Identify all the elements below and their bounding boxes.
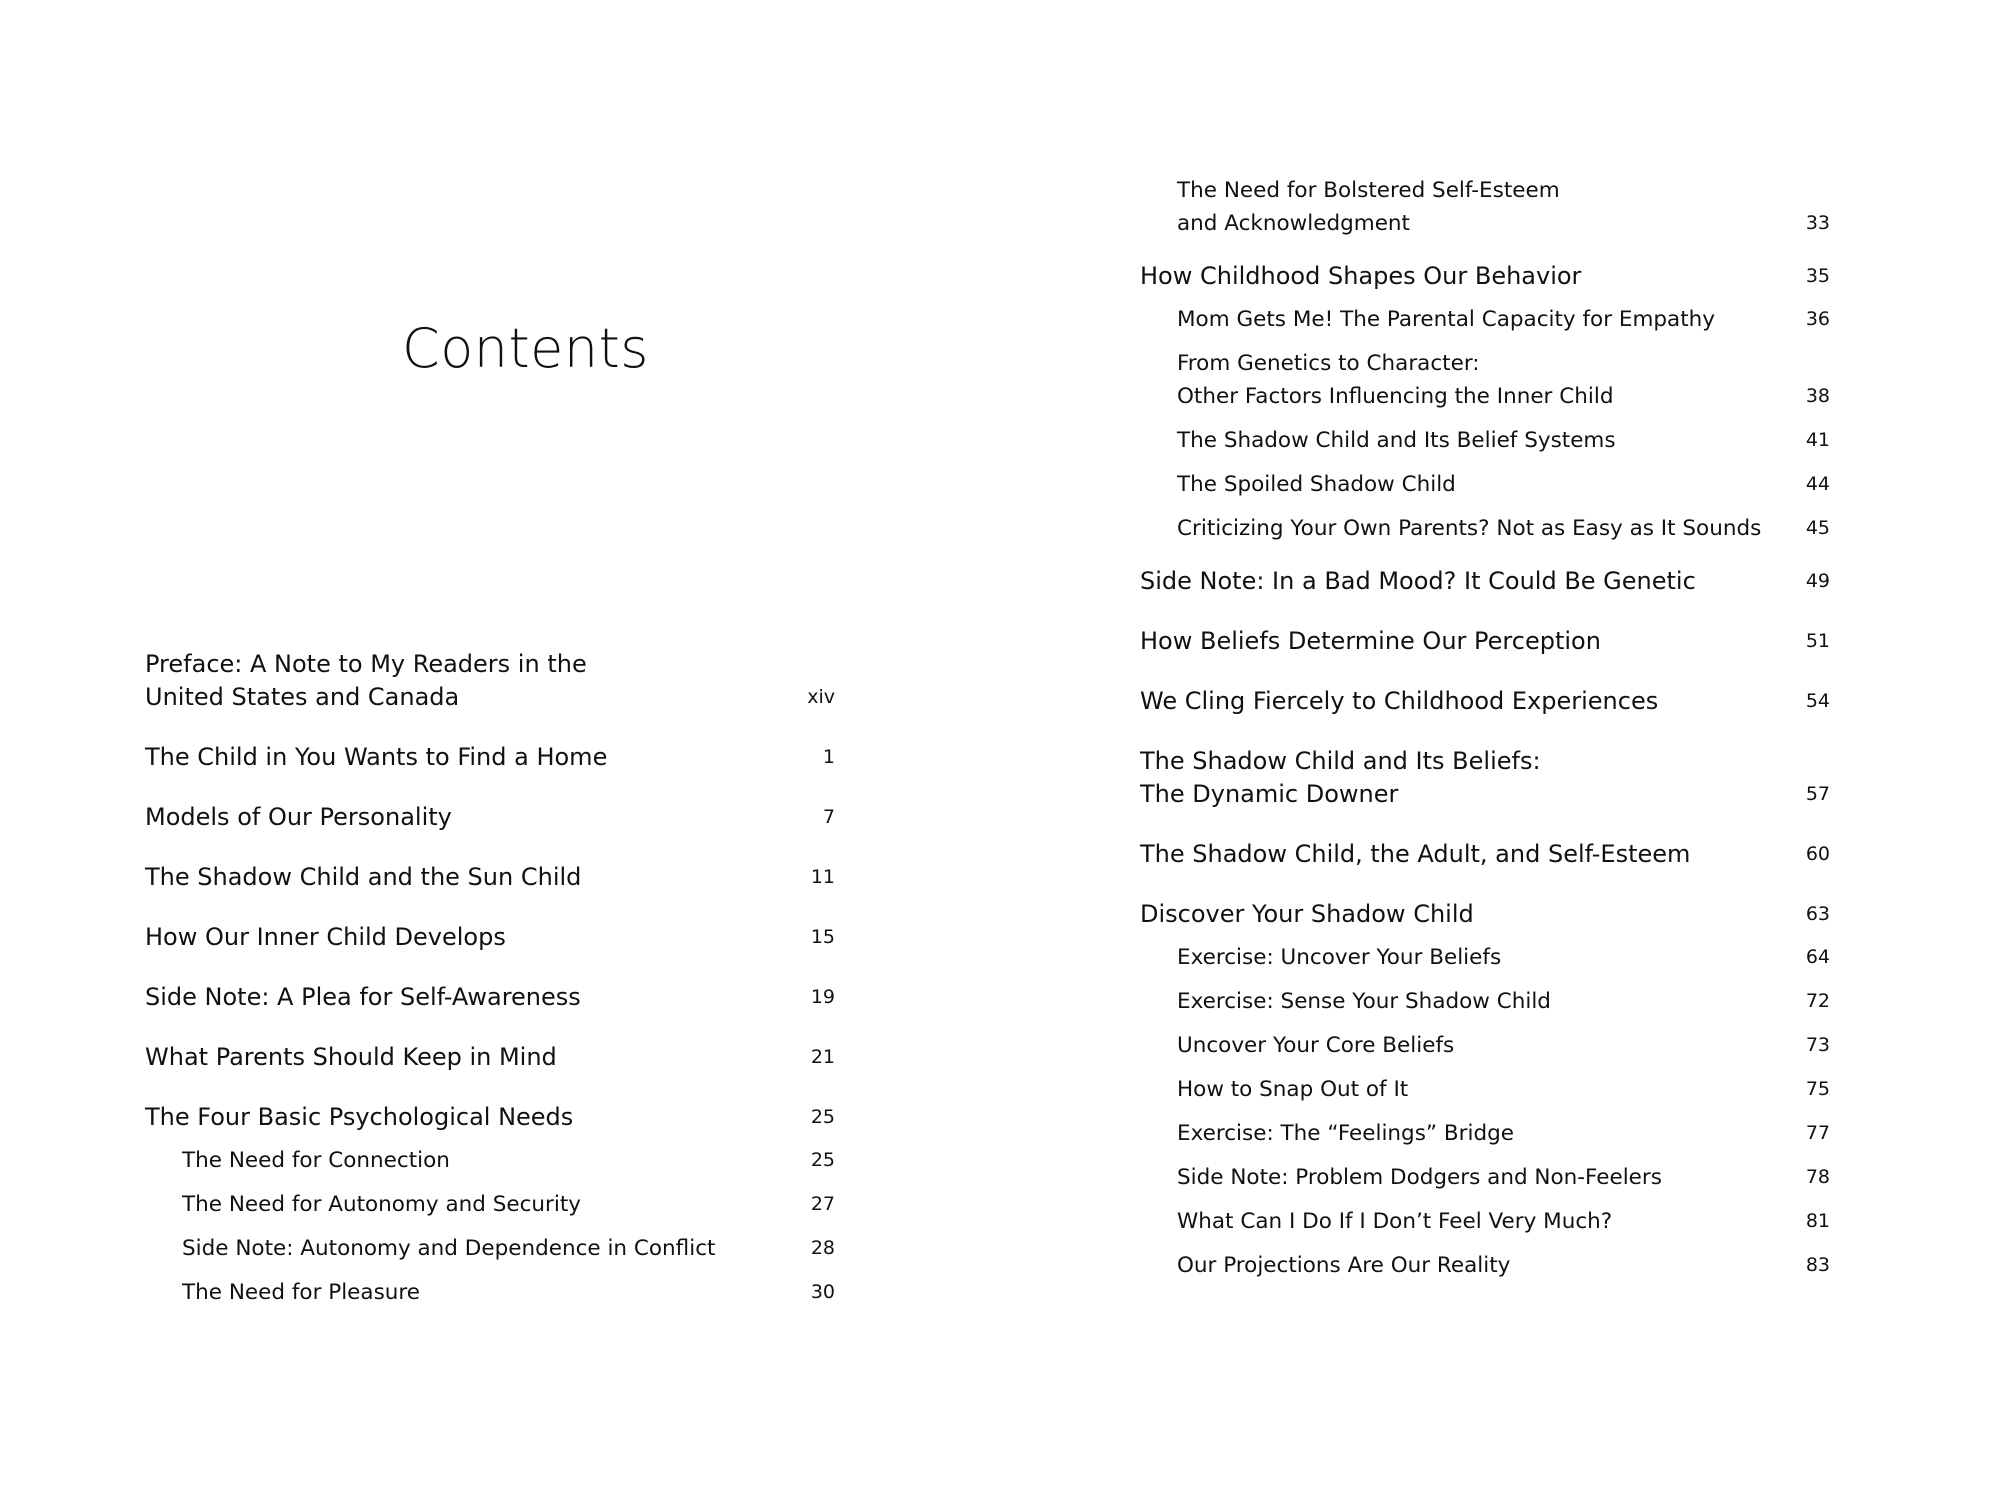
toc-entry-page-number: 28	[810, 1237, 835, 1259]
toc-entry-page-number: 73	[1805, 1034, 1830, 1056]
toc-entry	[1140, 260, 1830, 293]
toc-entry-page-number: 7	[822, 806, 835, 828]
toc-entry	[1140, 745, 1830, 811]
toc-entry	[1140, 685, 1830, 718]
toc-entry-page-number: 54	[1805, 690, 1830, 712]
toc-list-right	[1140, 174, 1830, 1282]
contents-heading: Contents	[402, 317, 649, 380]
toc-entry-page-number: 44	[1805, 473, 1830, 495]
toc-entry-title: What Parents Should Keep in Mind	[145, 1043, 557, 1071]
toc-entry-title: Preface: A Note to My Readers in the United States and Canada	[145, 650, 587, 711]
toc-entry-title: Side Note: In a Bad Mood? It Could Be Genetic	[1140, 567, 1696, 595]
toc-entry-page-number: 25	[810, 1149, 835, 1171]
toc-entry	[1140, 941, 1830, 974]
toc-entry	[145, 921, 835, 954]
toc-entry	[145, 981, 835, 1014]
toc-entry-page-number: 57	[1805, 783, 1830, 805]
toc-entry	[1140, 838, 1830, 871]
toc-entry-page-number: 30	[810, 1281, 835, 1303]
toc-entry	[1140, 1029, 1830, 1062]
toc-entry-title: How to Snap Out of It	[1177, 1077, 1409, 1102]
toc-entry-page-number: 11	[810, 866, 835, 888]
toc-entry	[145, 1276, 835, 1309]
toc-entry-title: The Shadow Child and Its Beliefs: The Dynamic Downer	[1140, 747, 1541, 808]
toc-entry-title: The Child in You Wants to Find a Home	[145, 743, 608, 771]
toc-entry-page-number: 77	[1805, 1122, 1830, 1144]
toc-entry-title: We Cling Fiercely to Childhood Experiences	[1140, 687, 1659, 715]
toc-entry-page-number: 78	[1805, 1166, 1830, 1188]
toc-entry-title: How Childhood Shapes Our Behavior	[1140, 262, 1582, 290]
toc-entry	[1140, 468, 1830, 501]
toc-entry-title: How Beliefs Determine Our Perception	[1140, 627, 1601, 655]
toc-entry-title: Side Note: Autonomy and Dependence in Conflict	[182, 1236, 716, 1261]
toc-entry-page-number: 81	[1805, 1210, 1830, 1232]
toc-entry-title: Mom Gets Me! The Parental Capacity for Empathy	[1177, 307, 1716, 332]
toc-entry-title: Exercise: Sense Your Shadow Child	[1177, 989, 1551, 1014]
toc-entry	[1140, 424, 1830, 457]
toc-entry-title: The Need for Bolstered Self-Esteem and Acknowledgment	[1177, 178, 1560, 236]
toc-entry	[1140, 174, 1830, 240]
toc-entry-page-number: 35	[1805, 265, 1830, 287]
toc-entry	[145, 861, 835, 894]
toc-entry-page-number: 1	[822, 746, 835, 768]
toc-entry	[145, 648, 835, 714]
toc-entry-title: The Shadow Child, the Adult, and Self-Esteem	[1140, 840, 1691, 868]
toc-entry-title: The Shadow Child and the Sun Child	[145, 863, 582, 891]
toc-entry-title: Side Note: Problem Dodgers and Non-Feelers	[1177, 1165, 1662, 1190]
toc-entry-page-number: xiv	[807, 686, 835, 708]
toc-entry-title: Discover Your Shadow Child	[1140, 900, 1474, 928]
toc-entry-title: The Shadow Child and Its Belief Systems	[1177, 428, 1616, 453]
toc-entry	[145, 1188, 835, 1221]
toc-entry-title: Models of Our Personality	[145, 803, 452, 831]
toc-entry	[1140, 625, 1830, 658]
toc-entry-page-number: 41	[1805, 429, 1830, 451]
toc-entry-title: Criticizing Your Own Parents? Not as Easy as It Sounds	[1177, 516, 1762, 541]
toc-entry-page-number: 60	[1805, 843, 1830, 865]
toc-entry-page-number: 21	[810, 1046, 835, 1068]
toc-entry-page-number: 83	[1805, 1254, 1830, 1276]
toc-entry	[145, 1101, 835, 1134]
toc-entry-title: The Need for Connection	[182, 1148, 450, 1173]
toc-entry-title: Exercise: The “Feelings” Bridge	[1177, 1121, 1514, 1146]
toc-entry-page-number: 36	[1805, 308, 1830, 330]
toc-entry	[1140, 1205, 1830, 1238]
toc-entry-page-number: 25	[810, 1106, 835, 1128]
toc-entry	[145, 741, 835, 774]
toc-entry-title: The Need for Pleasure	[182, 1280, 421, 1305]
toc-entry	[1140, 565, 1830, 598]
toc-entry-title: Our Projections Are Our Reality	[1177, 1253, 1511, 1278]
toc-entry-page-number: 19	[810, 986, 835, 1008]
toc-entry-page-number: 63	[1805, 903, 1830, 925]
toc-entry	[145, 1041, 835, 1074]
toc-entry	[1140, 512, 1830, 545]
toc-entry-page-number: 15	[810, 926, 835, 948]
toc-entry-title: How Our Inner Child Develops	[145, 923, 506, 951]
toc-entry-title: The Four Basic Psychological Needs	[145, 1103, 574, 1131]
toc-entry-page-number: 51	[1805, 630, 1830, 652]
toc-entry	[145, 1232, 835, 1265]
toc-entry-title: What Can I Do If I Don’t Feel Very Much?	[1177, 1209, 1613, 1234]
toc-entry	[1140, 1073, 1830, 1106]
toc-entry-page-number: 75	[1805, 1078, 1830, 1100]
toc-entry	[1140, 985, 1830, 1018]
toc-entry-title: Uncover Your Core Beliefs	[1177, 1033, 1455, 1058]
toc-entry	[1140, 898, 1830, 931]
right-page	[1000, 0, 2000, 1500]
toc-entry-page-number: 49	[1805, 570, 1830, 592]
toc-entry	[1140, 1161, 1830, 1194]
toc-entry-page-number: 64	[1805, 946, 1830, 968]
toc-entry	[1140, 347, 1830, 413]
toc-entry-title: Side Note: A Plea for Self-Awareness	[145, 983, 581, 1011]
toc-entry	[1140, 303, 1830, 336]
toc-entry-page-number: 33	[1805, 212, 1830, 234]
toc-entry-title: The Need for Autonomy and Security	[182, 1192, 582, 1217]
toc-entry-page-number: 38	[1805, 385, 1830, 407]
toc-entry-page-number: 72	[1805, 990, 1830, 1012]
toc-entry	[1140, 1117, 1830, 1150]
toc-entry-title: Exercise: Uncover Your Beliefs	[1177, 945, 1502, 970]
toc-entry-page-number: 27	[810, 1193, 835, 1215]
toc-entry	[145, 801, 835, 834]
toc-entry	[145, 1144, 835, 1177]
toc-entry-title: The Spoiled Shadow Child	[1177, 472, 1456, 497]
toc-list-left	[145, 648, 835, 1309]
toc-entry	[1140, 1249, 1830, 1282]
toc-entry-page-number: 45	[1805, 517, 1830, 539]
toc-entry-title: From Genetics to Character: Other Factors Influencing the Inner Child	[1177, 351, 1614, 409]
